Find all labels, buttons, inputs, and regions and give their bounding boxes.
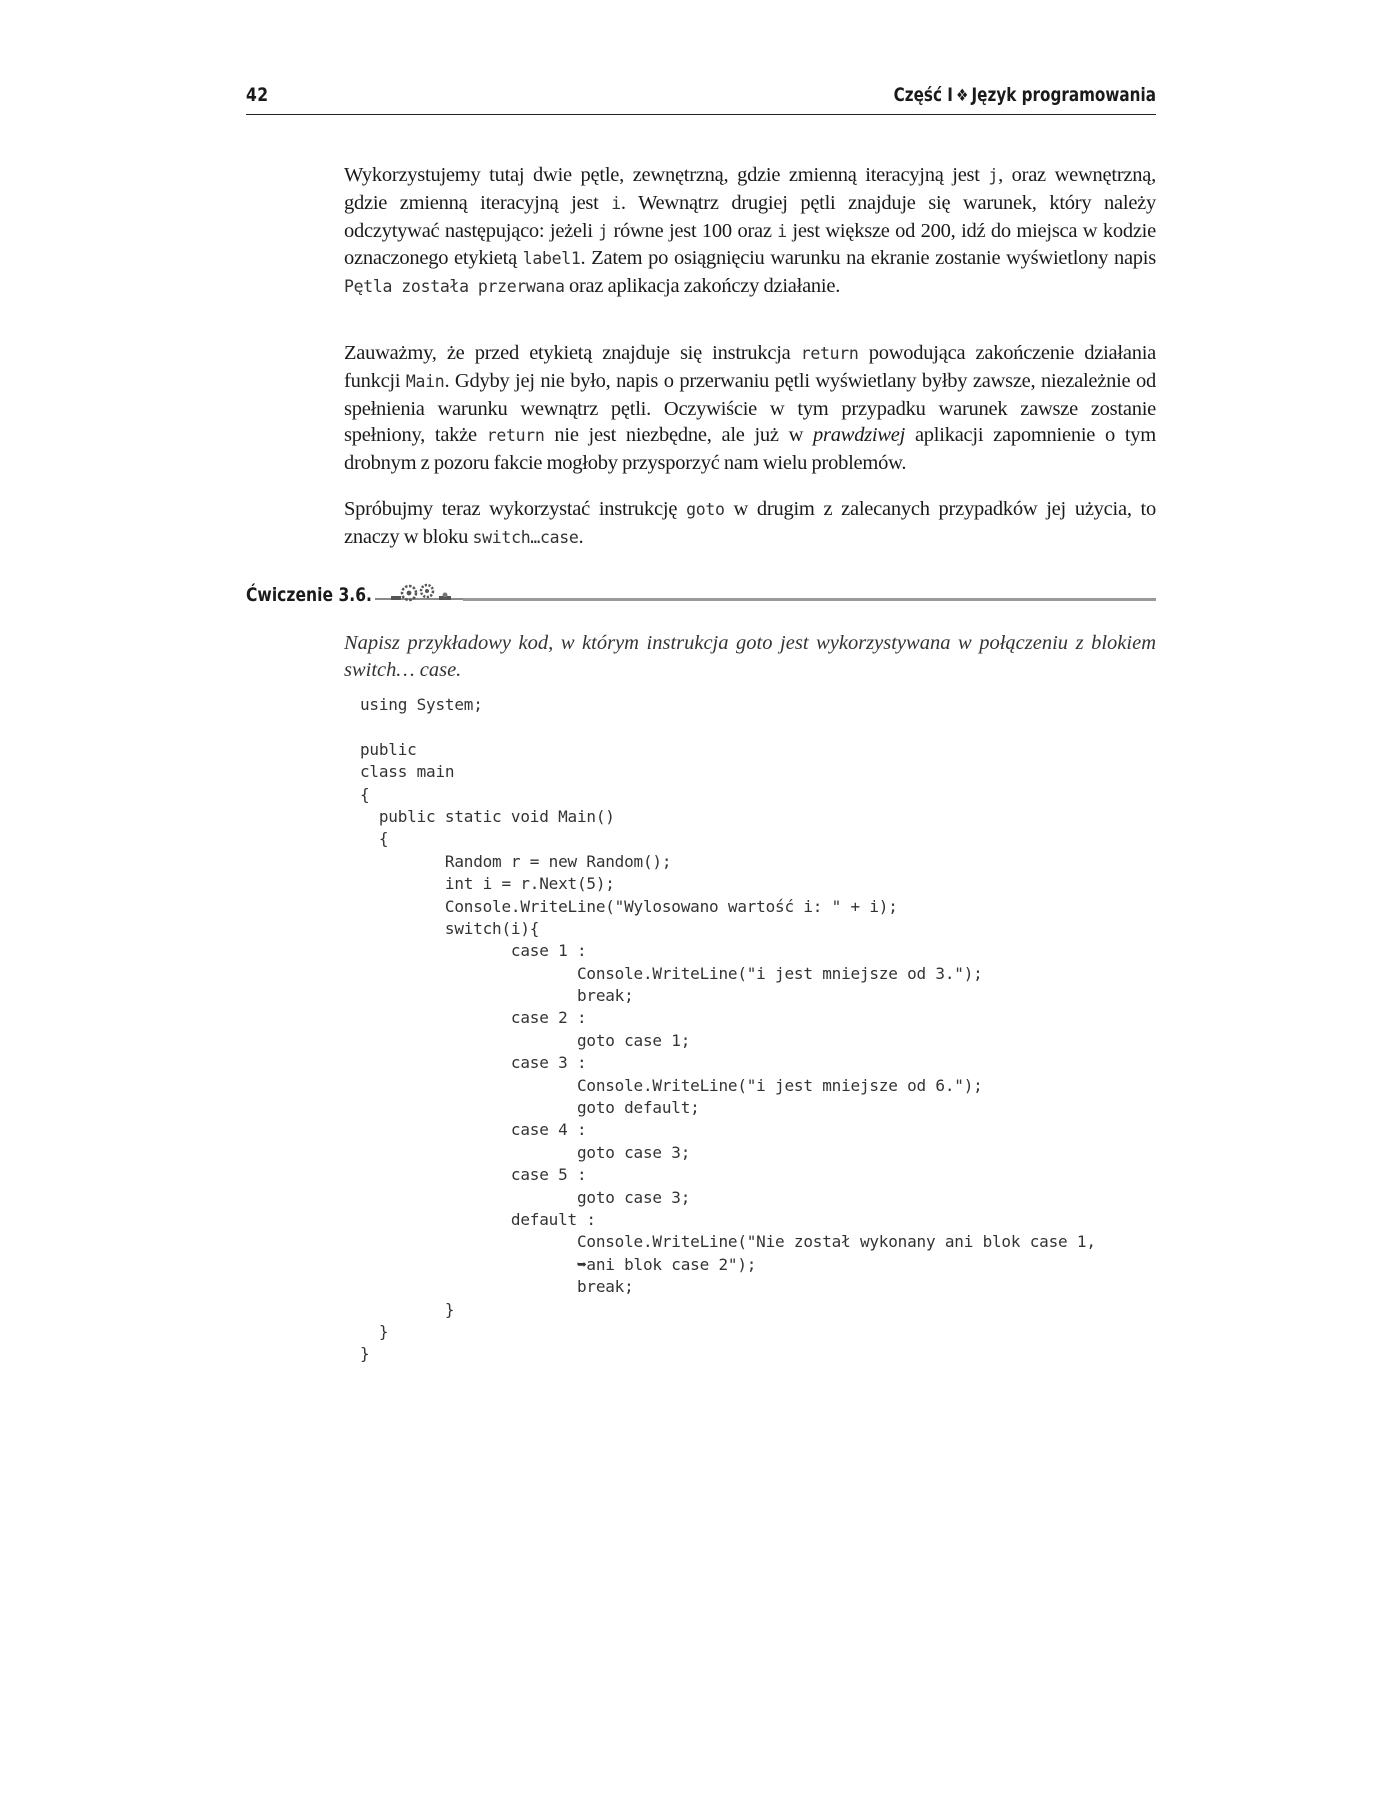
code-line: public: [360, 739, 417, 759]
text-run: . Zatem po osiągnięciu warunku na ekranie zostanie wyświetlony napis: [580, 247, 1156, 270]
code-line: Console.WriteLine("i jest mniejsze od 3.");: [360, 963, 983, 983]
inline-code: Main: [405, 371, 445, 391]
code-line: }: [360, 1321, 389, 1341]
code-line: goto case 3;: [360, 1142, 691, 1162]
paragraph-1-block: [344, 162, 1156, 301]
exercise-rule: [463, 598, 1156, 601]
code-line: goto case 3;: [360, 1187, 691, 1207]
code-line: break;: [360, 1277, 634, 1297]
code-line: break;: [360, 986, 634, 1006]
inline-code: switch…case: [472, 527, 579, 547]
running-header: [246, 84, 1156, 115]
inline-code: i: [611, 193, 621, 213]
code-line: case 1 :: [360, 941, 587, 961]
code-line: goto default;: [360, 1098, 700, 1118]
code-line: ➥ani blok case 2");: [360, 1254, 757, 1274]
exercise-task: Napisz przykładowy kod, w którym instrukcja goto jest wykorzystywana w połączeniu z blokiem switch… case.: [344, 632, 1156, 681]
emphasis: prawdziwej: [813, 424, 906, 447]
gears-icon: [375, 582, 465, 606]
code-line: }: [360, 1344, 370, 1364]
code-line: public static void Main(): [360, 806, 615, 826]
code-line: {: [360, 829, 389, 849]
text-run: w drugim z zalecanych przypadków jej użycia, to znaczy w bloku: [344, 498, 1156, 548]
code-line: using System;: [360, 695, 483, 714]
part-title: [894, 84, 1156, 106]
text-run: Wykorzystujemy tutaj dwie pętle, zewnętrzną, gdzie zmienną iteracyjną jest: [344, 164, 989, 186]
code-line: {: [360, 784, 370, 804]
text-run: oraz aplikacja zakończy działanie.: [564, 275, 841, 298]
code-line: case 2 :: [360, 1008, 587, 1028]
paragraph-3-block: [344, 496, 1156, 552]
text-run: .: [578, 525, 584, 548]
text-run: jest większe od 200, idź do miejsca w kodzie oznaczonego etykietą: [344, 219, 1156, 270]
diamond-ornament-icon: ❖: [956, 86, 969, 106]
inline-code: Pętla została przerwana: [344, 277, 565, 297]
code-line: default :: [360, 1209, 596, 1229]
text-run: , oraz wewnętrzną, gdzie zmienną iteracyjną jest: [344, 164, 1156, 214]
text-run: . Wewnątrz drugiej pętli znajduje się warunek, który należy odczytywać następująco: jeżeli: [344, 191, 1157, 242]
code-line: Console.WriteLine("Nie został wykonany ani blok case 1,: [360, 1232, 1096, 1252]
code-line: Console.WriteLine("i jest mniejsze od 6.");: [360, 1075, 983, 1095]
inline-code: label1: [522, 249, 581, 269]
paragraph: [344, 162, 1156, 301]
inline-code: i: [777, 221, 787, 241]
inline-code: return: [486, 426, 545, 446]
code-listing: [360, 694, 1096, 1366]
code-line: goto case 1;: [360, 1030, 691, 1050]
code-line: [360, 716, 1096, 738]
text-run: powodująca zakończenie działania funkcji: [344, 342, 1156, 392]
code-line: Random r = new Random();: [360, 851, 672, 871]
paragraph: [344, 496, 1156, 552]
paragraph: [344, 340, 1156, 477]
text-run: Zauważmy, że przed etykietą znajduje się instrukcja: [344, 342, 801, 364]
text-run: aplikacji zapomnienie o tym drobnym z pozoru fakcie mogłoby przysporzyć nam wielu problemów.: [344, 424, 1156, 475]
code-line: case 5 :: [360, 1165, 587, 1185]
code-line: switch(i){: [360, 918, 540, 938]
text-run: równe jest 100 oraz: [607, 219, 778, 242]
exercise-label: Ćwiczenie 3.6.: [246, 584, 372, 606]
code-line: int i = r.Next(5);: [360, 874, 615, 894]
inline-code: return: [800, 344, 859, 363]
page-number: 42: [246, 84, 269, 106]
paragraph-2-block: [344, 340, 1156, 477]
text-run: . Gdyby jej nie było, napis o przerwaniu pętli wyświetlany byłby zawsze, niezależnie od spełnienia warunku wewnątrz pętli. Oczywiście w tym przypadku warunek zawsze zostanie spełniony, także: [344, 369, 1156, 447]
code-line: Console.WriteLine("Wylosowano wartość i: " + i);: [360, 896, 898, 916]
code-line: case 4 :: [360, 1120, 587, 1140]
part-name: Język programowania: [971, 84, 1156, 106]
part-prefix: Część I: [893, 84, 953, 106]
exercise-heading: [246, 582, 1156, 610]
code-line: }: [360, 1299, 455, 1319]
text-run: Spróbujmy teraz wykorzystać instrukcję: [344, 498, 687, 520]
code-line: case 3 :: [360, 1053, 587, 1073]
inline-code: goto: [686, 500, 725, 519]
code-line: class main: [360, 762, 455, 782]
inline-code: j: [988, 166, 999, 185]
inline-code: j: [598, 221, 608, 241]
text-run: nie jest niezbędne, ale już w: [544, 424, 814, 447]
